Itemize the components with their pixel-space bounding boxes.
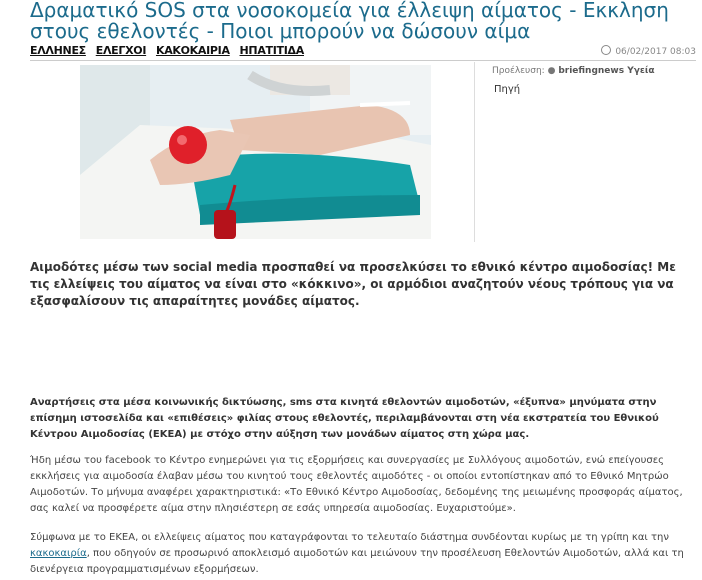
clock-icon [601,45,611,55]
kakokairia-link[interactable]: κακοκαιρία [30,548,87,559]
paragraph-text: , που οδηγούν σε προσωρινό αποκλεισμό αιμοδοτών και μειώνουν την προσέλευση Εθελοντών Αιμοδοτών, αλλά και τη διενέργεια προγραμματισμένων εξορμήσεων. [30,548,684,575]
article-lead: Αιμοδότες μέσω των social media προσπαθεί να προσελκύσει το εθνικό κέντρο αιμοδοσίας! Με τις ελλείψεις του αίματος να είναι στο «κόκκινο», οι αρμόδιοι αναζητούν νέους τρόπους για να εξασφαλίσουν τις απαραίτητες μονάδες αίματος. [30,260,676,308]
article-paragraph: Αναρτήσεις στα μέσα κοινωνικής δικτύωσης, sms στα κινητά εθελοντών αιμοδοτών, «έξυπνα» μηνύματα στην επίσημη ιστοσελίδα και «επιθέσεις» φιλίας στους εθελοντές, περιλαμβάνονται στη νέα εκστρατεία του Εθνικού Κέντρου Αιμοδοσίας (ΕΚΕΑ) με στόχο στην αύξηση των μονάδων αίματος στη χώρα μας. [30,397,659,440]
tag-link[interactable]: ΕΛΛΗΝΕΣ [30,44,86,57]
source-label: Προέλευση: [492,66,545,76]
title-divider [30,60,696,61]
article-paragraph [30,530,694,578]
article-photo [80,65,431,239]
source-name: briefingnews Υγεία [558,66,655,76]
source-link[interactable]: Πηγή [494,84,521,95]
tag-list [30,44,310,57]
article-title: Δραματικό SOS στα νοσοκομεία για έλλειψη αίματος - Εκκληση στους εθελοντές - Ποιοι μπορούν να δώσουν αίμα [30,0,669,43]
publish-date [601,45,696,57]
source-info [492,66,655,76]
article-paragraph: Ήδη μέσω του facebook το Κέντρο ενημερώνει για τις εξορμήσεις και συνεργασίες με Συλλόγους αιμοδοτών, ενώ επείγουσες εκκλήσεις για αιμοδοσία έλαβαν μέσω του κινητού τους εθελοντές αιμοδότες - οι οποίοι εντοπίστηκαν από το Εθνικό Μητρώο Αιμοδοτών. Το μήνυμα αναφέρει χαρακτηριστικά: «Το Εθνικό Κέντρο Αιμοδοσίας, δεδομένης της μειωμένης προσφοράς αίματος, σας καλεί να προσφέρετε αίμα στην πλησιέστερη σε εσάς υπηρεσία αιμοδοσίας. Ευχαριστούμε». [30,455,683,514]
tag-link[interactable]: ΕΛΕΓΧΟΙ [95,44,147,57]
blood-donation-illustration [80,65,431,239]
sidebar-divider [474,62,475,242]
user-icon: ● [547,66,556,76]
paragraph-text: Σύμφωνα με το ΕΚΕΑ, οι ελλείψεις αίματος που καταγράφονται το τελευταίο διάστημα συνδέονται κυρίως με τη γρίπη και την [30,532,669,543]
tag-link[interactable]: ΚΑΚΟΚΑΙΡΙΑ [155,44,230,57]
tag-link[interactable]: ΗΠΑΤΙΤΙΔΑ [239,44,304,57]
date-text: 06/02/2017 08:03 [615,47,696,57]
